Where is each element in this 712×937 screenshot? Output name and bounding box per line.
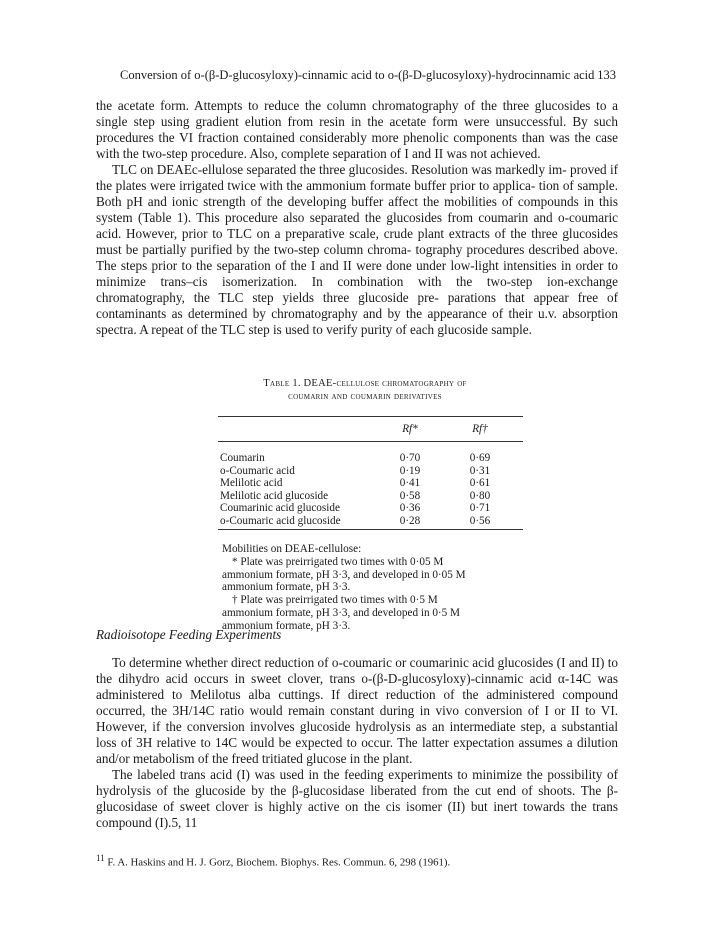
- table-body: [218, 442, 523, 529]
- rf-value: 0·31: [469, 464, 491, 477]
- rf-value: 0·56: [469, 514, 491, 527]
- text-line: TLC on DEAEc-ellulose separated the three glucosides. Resolution was markedly im-: [112, 162, 567, 177]
- text-line: with the two-step ion-exchange chromatography, the TLC step yields three glucoside pre-: [96, 274, 618, 305]
- text-line: extracts of the three glucosides must be partially purified by the two-step column chroma-: [96, 226, 619, 257]
- rf-value: 0·58: [399, 489, 421, 502]
- table-header-cell: [380, 423, 440, 435]
- table-note: ammonium formate, pH 3·3, and developed in 0·05 M: [222, 568, 466, 581]
- text-line: β-glucosidase of sweet clover is highly active on the cis isomer (II) but inert towards the: [96, 783, 618, 814]
- running-head-title: Conversion of o-(β-D-glucosyloxy)-cinnamic acid to o-(β-D-glucosyloxy)-hydrocinnamic acid: [120, 68, 595, 82]
- rf-value: 0·36: [399, 502, 421, 514]
- rf-table: [218, 416, 523, 530]
- table-row: [218, 452, 523, 465]
- text-line: compounds in this system (Table 1). This procedure also separated the glucosides from: [96, 194, 618, 225]
- footnote: [96, 853, 618, 869]
- text-line: The labeled trans acid (I) was used in the feeding experiments to minimize the possibility: [112, 767, 603, 782]
- table-header-cell: [440, 423, 520, 435]
- text-line: a substantial loss of 3H relative to 14C would be expected to occur. The latter expectation: [96, 719, 619, 750]
- rf-symbol: Rf*: [402, 423, 418, 435]
- text-line: coumarin and o-coumaric acid. However, prior to TLC on a preparative scale, crude plant: [96, 210, 619, 241]
- text-line: α-14C was administered to Melilotus alba cuttings. If direct reduction of the administered: [96, 671, 618, 702]
- compound-name: Melilotic acid: [220, 477, 283, 489]
- rf-value: 0·41: [399, 477, 421, 489]
- text-line: a single step using gradient elution from resin in the acetate form were unsuccessful. By such: [96, 98, 618, 129]
- text-line: procedures the VI fraction contained considerably more phenolic components than was the: [96, 130, 591, 145]
- rf-value: 0·71: [469, 502, 491, 514]
- section-heading: Radioisotope Feeding Experiments: [96, 627, 282, 642]
- table-bottom-rule: [218, 529, 523, 530]
- table-notes: [222, 543, 522, 633]
- text-line: tion of sample. Both pH and ionic strength of the developing buffer affect the mobilities of: [96, 178, 619, 209]
- rf-value: 0·70: [399, 452, 421, 464]
- table-header-row: [218, 417, 523, 441]
- footnote-text: F. A. Haskins and H. J. Gorz, Biochem. Biophys. Res. Commun. 6, 298 (1961).: [107, 856, 451, 869]
- table-row: [218, 477, 523, 490]
- rf-value: 0·80: [469, 489, 491, 502]
- text-line: done under low-light intensities in order to minimize trans–cis isomerization. In combination: [96, 258, 618, 289]
- paragraph-labeled-trans-acid: [96, 767, 618, 831]
- table-note: * Plate was preirrigated two times with 0·05 M: [232, 555, 444, 568]
- text-line: compound occurred, the 3H/14C ratio would remain constant during in vivo conversion of I: [96, 687, 619, 718]
- rf-value: 0·61: [469, 477, 491, 489]
- text-line: (I and II) to the dihydro acid occurs in sweet clover, trans o-(β-D-glucosyloxy)-cinnamic acid: [96, 655, 619, 686]
- paragraph-tlc: [96, 162, 618, 338]
- text-line: the acetate form. Attempts to reduce the column chromatography of the three glucosides to: [96, 98, 607, 113]
- table-row: [218, 490, 523, 503]
- table-caption-line: DEAE-cellulose chromatography of: [303, 378, 467, 389]
- compound-name: o-Coumaric acid: [220, 464, 295, 477]
- compound-name: o-Coumaric acid glucoside: [220, 514, 341, 527]
- table-row: [218, 515, 523, 528]
- text-line: parations that appear free of contaminants as determined by chromatography and by the: [96, 290, 618, 321]
- text-line: appearance of their u.v. absorption spectra. A repeat of the TLC step is used to verify purity: [96, 306, 618, 337]
- table-caption-line: coumarin and coumarin derivatives: [288, 391, 442, 402]
- text-line: proved if the plates were irrigated twice with the ammonium formate buffer prior to applica-: [96, 162, 619, 193]
- text-line: of each glucoside sample.: [395, 322, 532, 337]
- rf-symbol: Rf†: [472, 423, 488, 435]
- rf-value: 0·19: [399, 464, 421, 477]
- table-row: [218, 465, 523, 478]
- paragraph-direct-reduction: [96, 655, 618, 767]
- text-line: case with the two-step procedure. Also, complete separation of I and II was not achieved.: [96, 130, 619, 161]
- text-line: assumes a dilution and/or metabolism of the freed tritiated glucose in the plant.: [96, 735, 619, 766]
- compound-name: Coumarin: [220, 452, 265, 464]
- table-note: † Plate was preirrigated two times with 0·5 M: [232, 594, 438, 607]
- table-caption: [220, 377, 510, 403]
- text-line: or II to VI. However, if the conversion involves glucoside hydrolysis as an intermediate step,: [96, 703, 619, 734]
- table-note: ammonium formate, pH 3·3.: [222, 581, 351, 594]
- compound-name: Coumarinic acid glucoside: [220, 502, 340, 514]
- rf-value: 0·28: [399, 514, 421, 527]
- paragraph-acetate: [96, 98, 618, 162]
- text-line: To determine whether direct reduction of o-coumaric or coumarinic acid glucosides: [112, 655, 554, 670]
- page-number: 133: [597, 68, 616, 82]
- text-line: trans compound (I).5, 11: [96, 799, 618, 830]
- text-line: of hydrolysis of the glucoside by the β-glucosidase liberated from the cut end of shoots. The: [96, 767, 619, 798]
- compound-name: Melilotic acid glucoside: [220, 489, 329, 502]
- table-caption-label: Table 1.: [263, 378, 301, 389]
- table-note: Mobilities on DEAE-cellulose:: [222, 543, 362, 555]
- table-row: [218, 502, 523, 515]
- rf-value: 0·69: [469, 452, 491, 464]
- table-note: ammonium formate, pH 3·3.: [222, 619, 351, 632]
- text-line: tography procedures described above. The steps prior to the separation of the I and II were: [96, 242, 618, 273]
- body-text-bottom: [96, 655, 618, 831]
- body-text-top: [96, 98, 618, 338]
- table-note: ammonium formate, pH 3·3, and developed in 0·5 M: [222, 606, 460, 619]
- footnote-marker: 11: [96, 853, 105, 863]
